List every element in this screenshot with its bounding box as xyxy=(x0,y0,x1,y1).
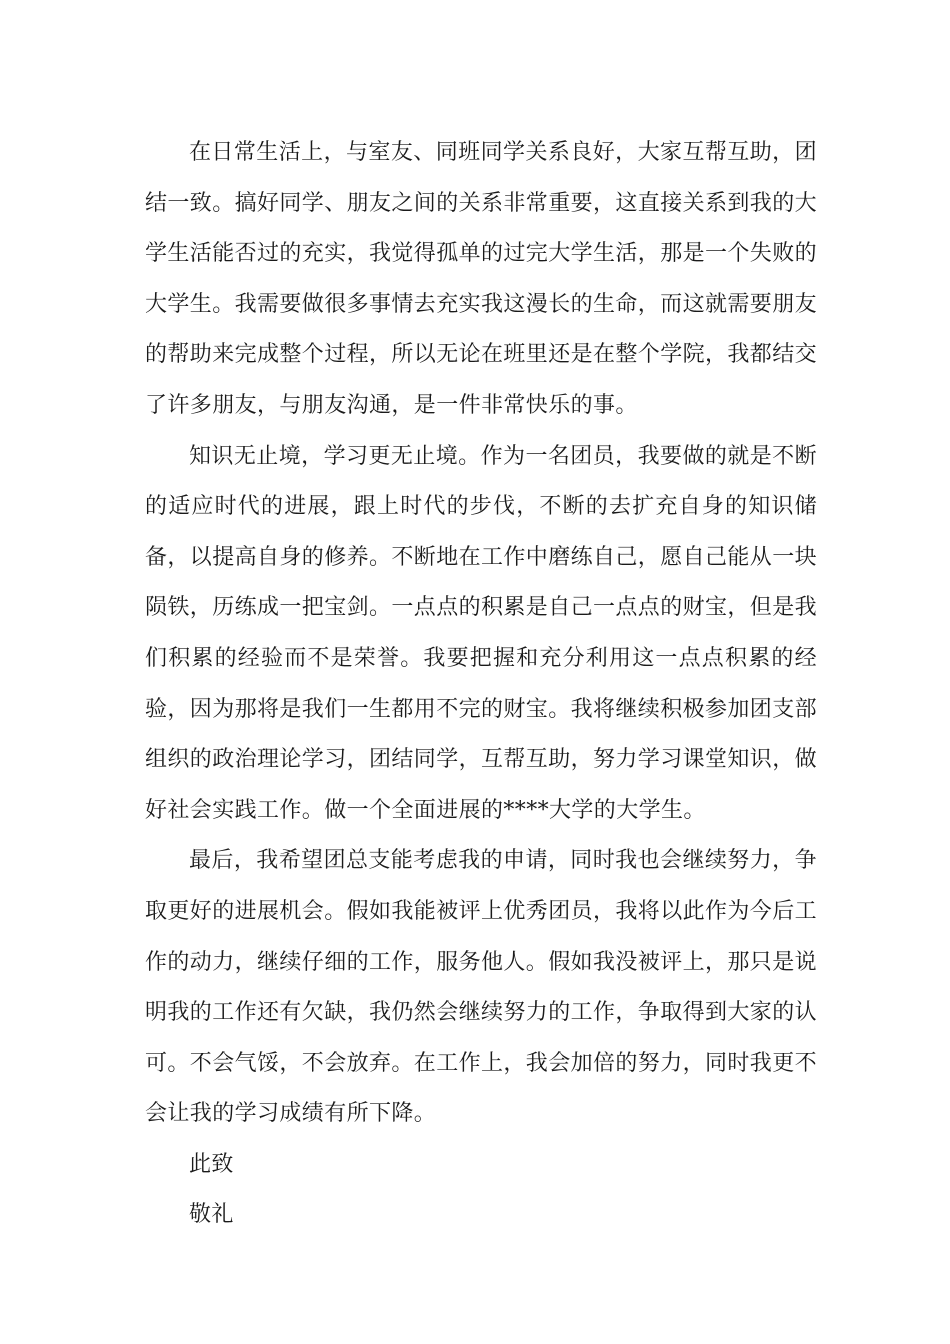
closing-salutation: 此致 xyxy=(189,1151,234,1177)
paragraph-learning: 知识无止境，学习更无止境。作为一名团员，我要做的就是不断的适应时代的进展，跟上时代的步伐，不断的去扩充自身的知识储备，以提高自身的修养。不断地在工作中磨练自己，愿自己能从一块陨铁，历练成一把宝剑。一点点的积累是自己一点点的财宝，但是我们积累的经验而不是荣誉。我要把握和充分利用这一点点积累的经验，因为那将是我们一生都用不完的财宝。我将继续积极参加团支部组织的政治理论学习，团结同学，互帮互助，努力学习课堂知识，做好社会实践工作。做一个全面进展的****大学的大学生。 xyxy=(145,443,818,823)
letter-body xyxy=(145,128,817,1241)
closing-regards: 敬礼 xyxy=(189,1202,234,1228)
paragraph-conclusion: 最后，我希望团总支能考虑我的申请，同时我也会继续努力，争取更好的进展机会。假如我能被评上优秀团员，我将以此作为今后工作的动力，继续仔细的工作，服务他人。假如我没被评上，那只是说明我的工作还有欠缺，我仍然会继续努力的工作，争取得到大家的认可。不会气馁，不会放弃。在工作上，我会加倍的努力，同时我更不会让我的学习成绩有所下降。 xyxy=(145,848,818,1127)
paragraph-daily-life: 在日常生活上，与室友、同班同学关系良好，大家互帮互助，团结一致。搞好同学、朋友之间的关系非常重要，这直接关系到我的大学生活能否过的充实，我觉得孤单的过完大学生活，那是一个失败的大学生。我需要做很多事情去充实我这漫长的生命，而这就需要朋友的帮助来完成整个过程，所以无论在班里还是在整个学院，我都结交了许多朋友，与朋友沟通，是一件非常快乐的事。 xyxy=(145,140,818,418)
